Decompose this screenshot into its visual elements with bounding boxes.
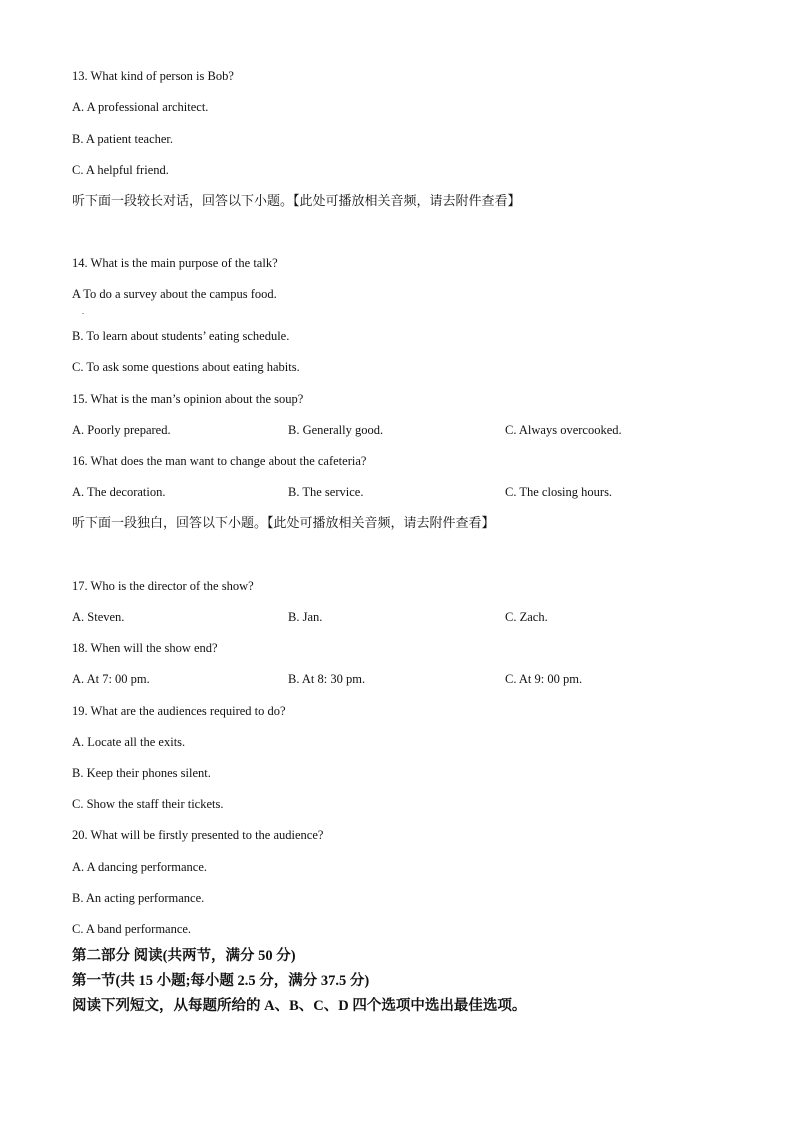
question-14-option-c: C. To ask some questions about eating habits. xyxy=(72,360,300,374)
question-16-option-c: C. The closing hours. xyxy=(505,485,613,499)
question-14-option-a: A To do a survey about the campus food. xyxy=(72,287,277,301)
question-17-option-c: C. Zach. xyxy=(505,610,548,624)
stray-dot-mark: . xyxy=(82,307,84,316)
question-13-option-c: C. A helpful friend. xyxy=(72,163,169,177)
question-14-stem: 14. What is the main purpose of the talk? xyxy=(72,256,278,270)
question-19-option-a: A. Locate all the exits. xyxy=(72,735,186,749)
question-19-stem: 19. What are the audiences required to do? xyxy=(72,704,286,718)
question-15-option-c: C. Always overcooked. xyxy=(505,423,622,437)
question-17-option-b: B. Jan. xyxy=(288,610,323,624)
question-13-option-a: A. A professional architect. xyxy=(72,100,209,114)
listening-instruction-monologue: 听下面一段独白，回答以下小题。【此处可播放相关音频，请去附件查看】 xyxy=(72,515,495,530)
listening-instruction-dialogue: 听下面一段较长对话，回答以下小题。【此处可播放相关音频，请去附件查看】 xyxy=(72,193,521,208)
question-18-stem: 18. When will the show end? xyxy=(72,641,218,655)
question-20-stem: 20. What will be firstly presented to the audience? xyxy=(72,828,324,842)
question-15-stem: 15. What is the man’s opinion about the soup? xyxy=(72,392,304,406)
question-16-option-b: B. The service. xyxy=(288,485,364,499)
question-16-stem: 16. What does the man want to change about the cafeteria? xyxy=(72,454,367,468)
question-18-option-b: B. At 8: 30 pm. xyxy=(288,672,366,686)
question-20-option-b: B. An acting performance. xyxy=(72,891,205,905)
question-18-option-c: C. At 9: 00 pm. xyxy=(505,672,583,686)
question-15-option-a: A. Poorly prepared. xyxy=(72,423,171,437)
question-13-stem: 13. What kind of person is Bob? xyxy=(72,69,234,83)
question-20-option-a: A. A dancing performance. xyxy=(72,860,208,874)
question-17-stem: 17. Who is the director of the show? xyxy=(72,579,254,593)
section-one-heading: 第一节(共 15 小题;每小题 2.5 分，满分 37.5 分) xyxy=(72,973,370,989)
question-20-option-c: C. A band performance. xyxy=(72,922,192,936)
question-14-option-b: B. To learn about students’ eating schedule. xyxy=(72,329,290,343)
reading-instruction: 阅读下列短文，从每题所给的 A、B、C、D 四个选项中选出最佳选项。 xyxy=(72,998,527,1014)
question-19-option-b: B. Keep their phones silent. xyxy=(72,766,211,780)
question-15-option-b: B. Generally good. xyxy=(288,423,384,437)
question-16-option-a: A. The decoration. xyxy=(72,485,166,499)
question-19-option-c: C. Show the staff their tickets. xyxy=(72,797,224,811)
part-two-title: 第二部分 阅读(共两节，满分 50 分) xyxy=(72,948,296,964)
question-17-option-a: A. Steven. xyxy=(72,610,125,624)
question-13-option-b: B. A patient teacher. xyxy=(72,132,174,146)
question-18-option-a: A. At 7: 00 pm. xyxy=(72,672,150,686)
